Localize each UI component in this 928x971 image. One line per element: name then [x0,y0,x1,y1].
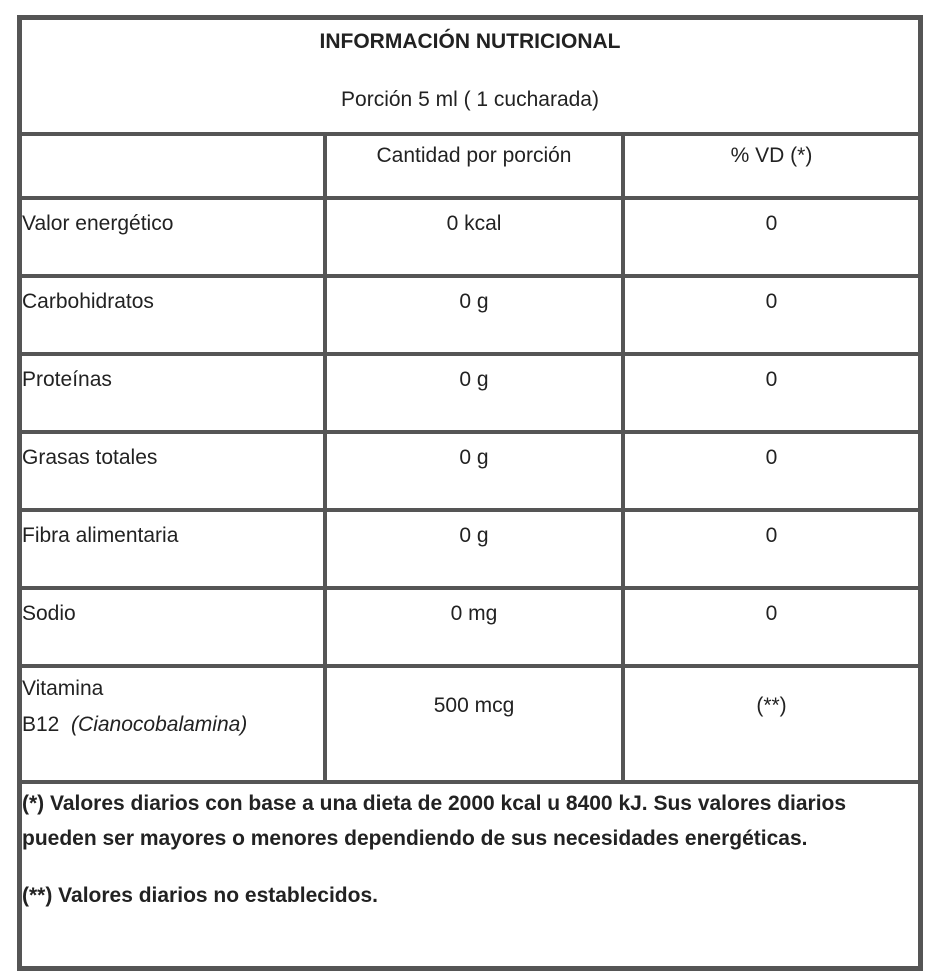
table-row [20,432,920,510]
nutrient-amount: 0 g [325,432,623,510]
nutrient-name: Grasas totales [20,432,325,510]
vitamin-name-italic: (Cianocobalamina) [71,713,248,736]
footnote-not-established: (**) Valores diarios no establecidos. [22,884,378,907]
column-header-row [20,134,920,198]
nutrient-amount: 0 kcal [325,198,623,276]
nutrient-name: Carbohidratos [20,276,325,354]
nutrient-dv: 0 [623,198,920,276]
nutrient-dv: 0 [623,276,920,354]
nutrient-amount: 0 g [325,354,623,432]
table-row [20,276,920,354]
vitamin-name-line1: Vitamina [22,677,104,700]
table-title: INFORMACIÓN NUTRICIONAL [319,30,621,53]
nutrient-dv: 0 [623,588,920,666]
header-cell [20,18,920,134]
nutrient-amount: 0 g [325,276,623,354]
footnote-row [20,782,920,968]
table-row [20,354,920,432]
portion-size: Porción 5 ml ( 1 cucharada) [341,88,599,111]
column-header-amount: Cantidad por porción [325,134,623,198]
nutrient-name: Fibra alimentaria [20,510,325,588]
footnote-cell [20,782,920,968]
nutrient-name: Proteínas [20,354,325,432]
table-row [20,510,920,588]
nutrient-dv: 0 [623,354,920,432]
nutrient-dv: 0 [623,432,920,510]
nutrient-name: Valor energético [20,198,325,276]
table-row [20,198,920,276]
table-row [20,588,920,666]
nutrient-amount: 0 mg [325,588,623,666]
vitamin-dv: (**) [623,666,920,782]
header-row [20,18,920,134]
vitamin-row [20,666,920,782]
footnote-daily-values: (*) Valores diarios con base a una dieta de 2000 kcal u 8400 kJ. Sus valores diarios pueden ser mayores o menores dependiendo de sus necesidades energéticas. [22,792,847,850]
vitamin-amount: 500 mcg [325,666,623,782]
vitamin-name-line2: B12 [22,713,60,736]
nutrition-facts-table [17,15,923,971]
nutrient-name: Sodio [20,588,325,666]
vitamin-name [20,666,325,782]
nutrient-dv: 0 [623,510,920,588]
column-header-empty [20,134,325,198]
nutrient-amount: 0 g [325,510,623,588]
column-header-dv: % VD (*) [623,134,920,198]
